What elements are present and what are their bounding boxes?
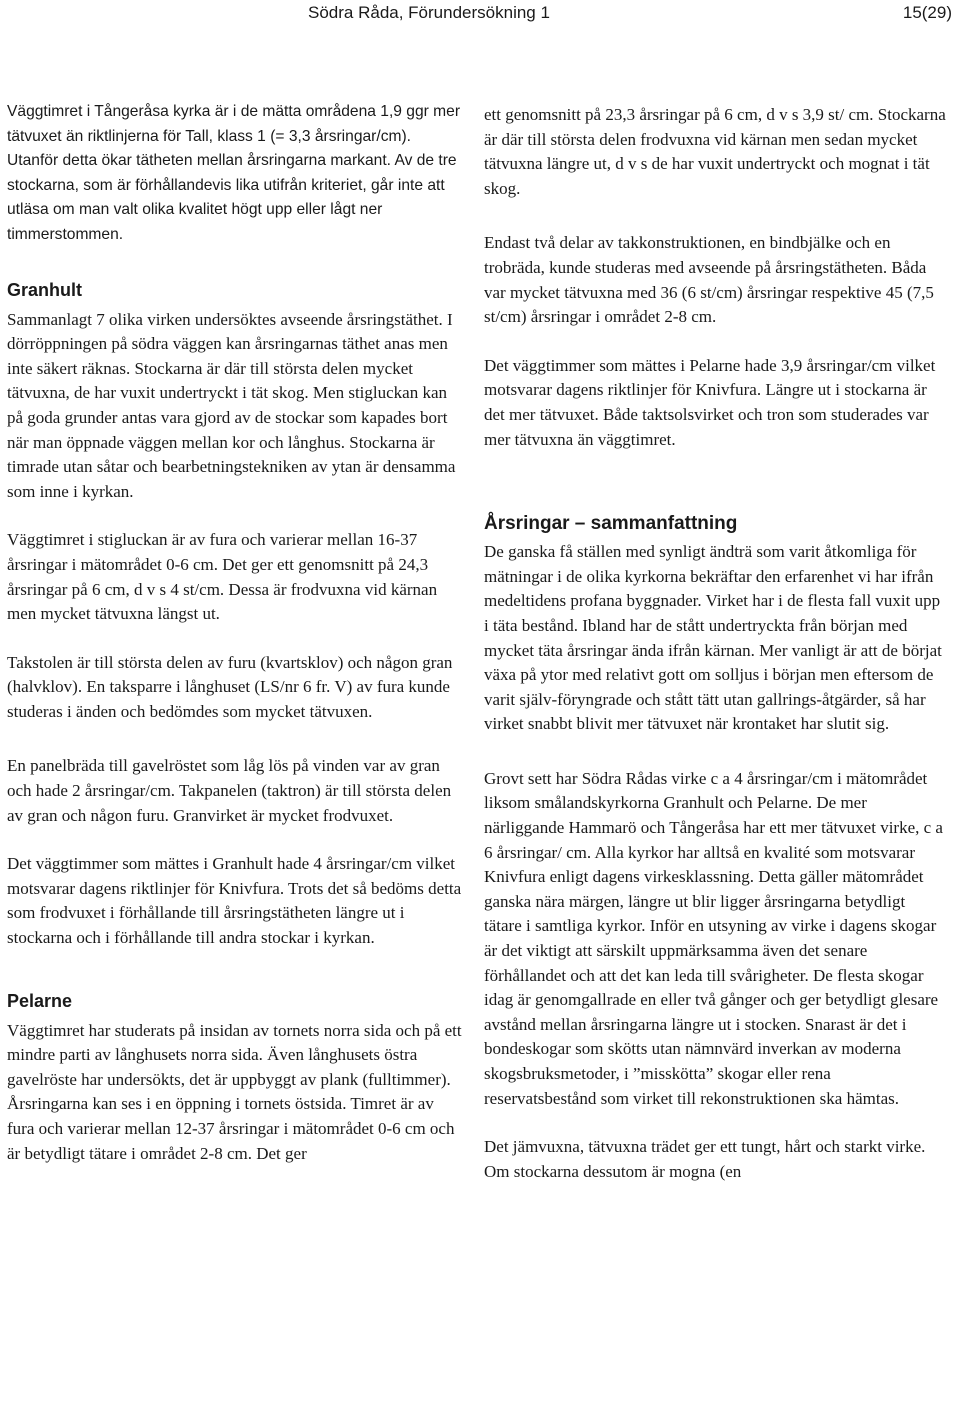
paragraph-stigluckan: Väggtimret i stigluckan är av fura och varierar mellan 16-37 årsringar i mätområdet 0-6 cm. Det ger ett genomsnitt på 24,3 årsringar på 6 cm, d v s 4 st/cm. Dessa är frodvuxna vid kärnan men mycket tätvuxna längst ut.	[7, 530, 438, 624]
paragraph-takstolen: Takstolen är till största delen av furu (kvartsklov) och någon gran (halvklov). En taksparre i långhuset (LS/nr 6 fr. V) av fura kunde studeras i änden och bedömdes som mycket tätvuxen.	[7, 652, 453, 721]
page-header	[0, 0, 960, 30]
left-column	[7, 100, 462, 1166]
paragraph-tangerasa-summary: Väggtimret i Tångeråsa kyrka är i de mätta områdena 1,9 ggr mer tätvuxet än riktlinjerna för Tall, klass 1 (= 3,3 årsringar/cm). Utanför detta ökar tätheten mellan årsringarna markant. Av de tre stockarna, som är förhållandevis lika utifrån kriteriet, går inte att utläsa om man valt olika kvalitet högt upp eller lågt ner timmerstommen.	[7, 103, 461, 243]
paragraph-pelarne-conclusion: Det väggtimmer som mättes i Pelarne hade 3,9 årsringar/cm vilket motsvarar dagens riktlinjer för Knivfura. Längre ut i stockarna är det mer tätvuxet. Både taktsolsvirket och tron som studerades var mer tätvuxna än väggtimret.	[484, 355, 936, 449]
right-column	[484, 103, 946, 1184]
paragraph-pelarne-intro: Väggtimret har studerats på insidan av tornets norra sida och på ett mindre parti av långhusets norra sida. Även långhusets östra gavelröste har undersökts, det är uppbyggt av plank (fulltimmer). Årsringarna kan ses i en öppning i tornets östsida. Timret är av fura och varierar mellan 12-37 årsringar i mätområdet 0-6 cm och är betydligt tätare i området 2-8 cm. Det ger	[7, 1020, 462, 1163]
heading-pelarne: Pelarne	[7, 990, 73, 1011]
paragraph-sammanfattning-1: De ganska få ställen med synligt ändträ som varit åtkomliga för mätningar i de olika kyrkorna bekräftar den erfarenhet vi har ifrån medeltidens profana byggnader. Virket har i de flesta fall vuxit upp i täta bestånd. Ibland har de stått undertryckta från början med mycket täta årsringar ända ifrån kärnan. Mer vanligt är att de börjat växa på ytor med relativt gott om solljus i början men eftersom de varit själv-föryngrade och stått tätt utan gallrings-åtgärder, så har virket snabbt blivit mer tätvuxet när krontaket har slutit sig.	[484, 542, 942, 734]
paragraph-sammanfattning-2: Grovt sett har Södra Rådas virke c a 4 årsringar/cm i mätområdet liksom smålandskyrkorna Granhult och Pelarne. De mer närliggande Hammarö och Tångeråsa har ett mer tätvuxet virke, c a 6 årsringar/ cm. Alla kyrkor har alltså en kvalité som motsvarar Knivfura enligt dagens virkesklassning. Detta gäller mätområdet ganska nära märgen, längre ut blir ligger årsringarna betydligt tätare i samtliga kyrkor. Inför en utsyning av virke i dagens skogar är det viktigt att särskilt uppmärksamma även det senare förhållandet och att det kan leda till svårigheter. De flesta skogar idag är genomgallrade en eller två gånger och ger betydligt glesare avstånd mellan årsringarna längre ut i stocken. Snarast är det i bondeskogar som skötts utan nämnvärd inverkan av moderna skogsbruksmetoder, i ”misskötta” skogar eller rena reservatsbestånd som virket till rekonstruktionen ska hämtas.	[484, 768, 943, 1108]
paragraph-sammanfattning-3: Det jämvuxna, tätvuxna trädet ger ett tungt, hårt och starkt virke. Om stockarna dessutom är mogna (en	[484, 1137, 926, 1181]
paragraph-takkonstruktion: Endast två delar av takkonstruktionen, en bindbjälke och en trobräda, kunde studeras med avseende på årsringstätheten. Båda var mycket tätvuxna med 36 (6 st/cm) årsringar respektive 45 (7,5 st/cm) årsringar i området 2-8 cm.	[484, 233, 934, 327]
paragraph-granhult-intro: Sammanlagt 7 olika virken undersöktes avseende årsringstäthet. I dörröppningen på södra väggen kan årsringarnas täthet anas men inte säkert räknas. Stockarna är där till största delen mycket tätvuxna, de har vuxit undertryckt i tät skog. Men stigluckan kan på goda grunder antas vara gjord av de stockar som kapades bort när man öppnade väggen mellan kor och långhus. Stockarna är timrade utan såtar och bearbetningstekniken av ytan är densamma som inne i kyrkan.	[7, 309, 456, 501]
paragraph-granhult-conclusion: Det väggtimmer som mättes i Granhult hade 4 årsringar/cm vilket motsvarar dagens riktlinjer för Knivfura. Trots det så bedöms detta som frodvuxet i förhållande till årsringstätheten längre ut i stockarna och i förhållande till andra stockar i kyrkan.	[7, 854, 462, 948]
paragraph-panelbrada: En panelbräda till gavelröstet som låg lös på vinden var av gran och hade 2 årsringar/cm. Takpanelen (taktron) är till största delen av gran och någon furu. Granvirket är mycket frodvuxet.	[7, 756, 452, 825]
document-title: Södra Råda, Förundersökning 1	[308, 3, 550, 22]
page-number: 15(29)	[902, 3, 952, 22]
heading-granhult: Granhult	[7, 279, 82, 300]
paragraph-pelarne-continued: ett genomsnitt på 23,3 årsringar på 6 cm, d v s 3,9 st/ cm. Stockarna är där till största delen frodvuxna vid kärnan men sedan mycket tätvuxna längre ut, d v s de har vuxit undertryckt och mognat i tät skog.	[484, 105, 946, 198]
heading-sammanfattning: Årsringar – sammanfattning	[484, 513, 738, 535]
